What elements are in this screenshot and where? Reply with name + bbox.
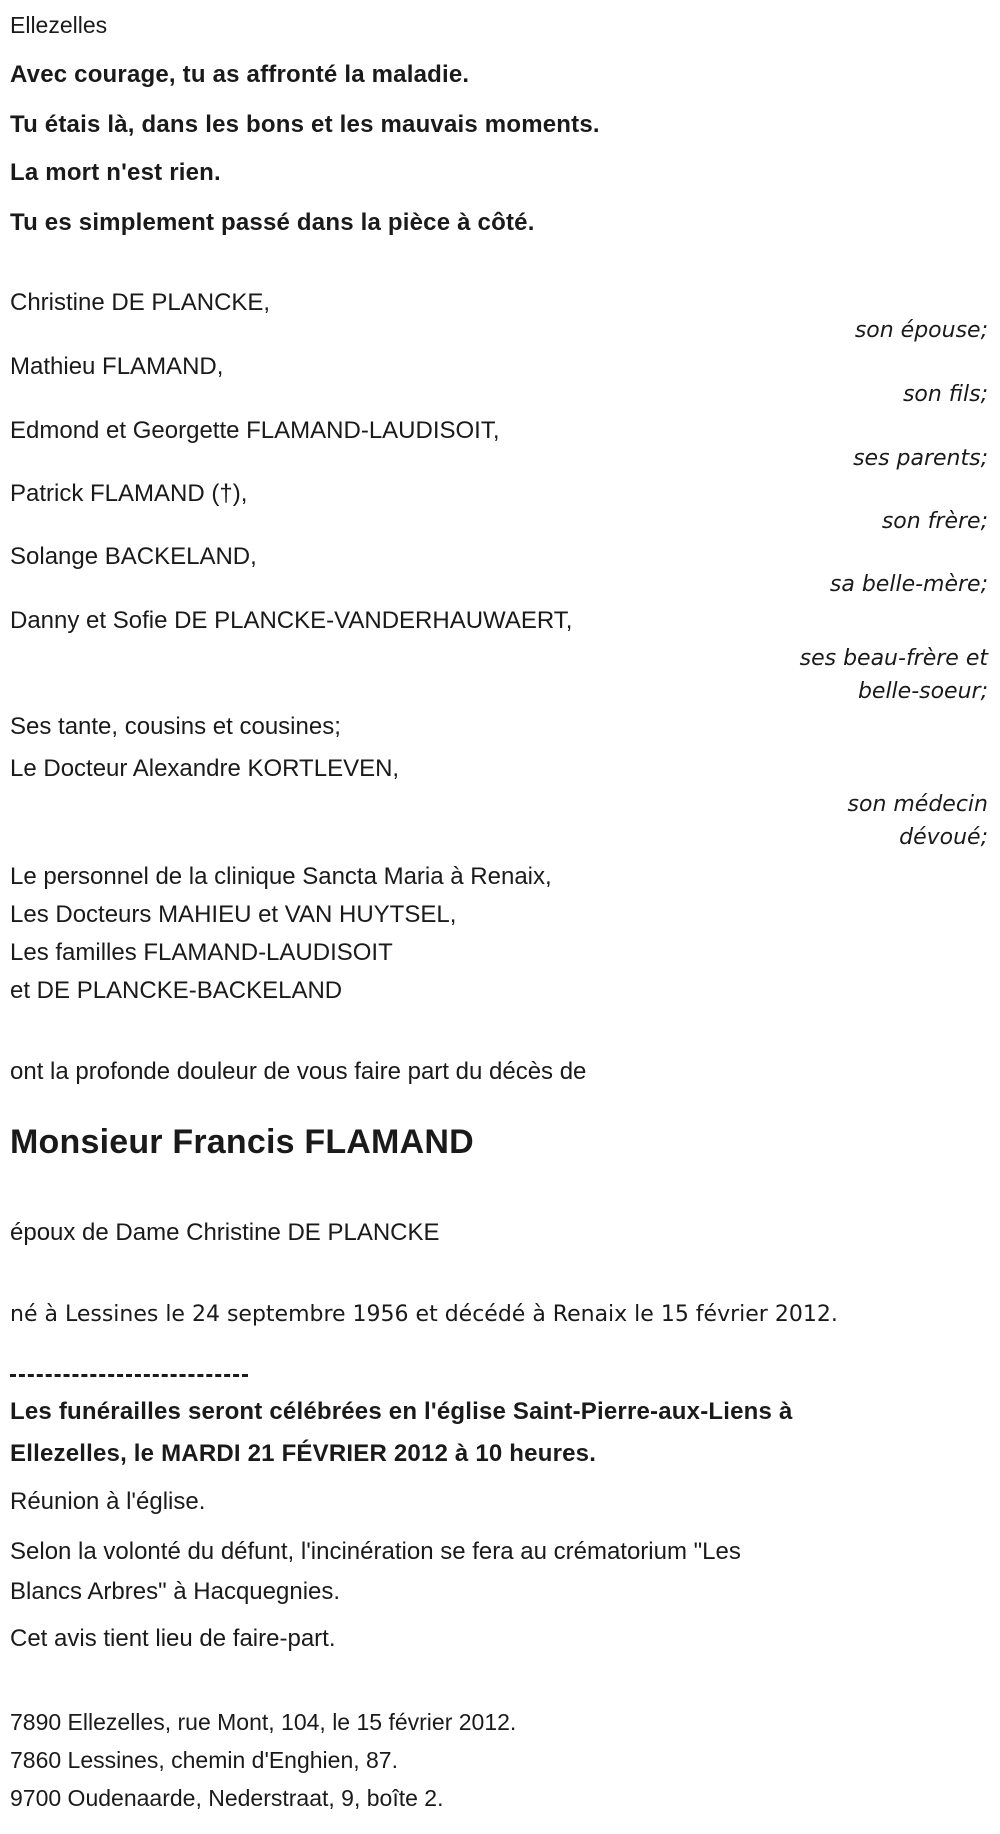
mourner-name: Danny et Sofie DE PLANCKE-VANDERHAUWAERT, xyxy=(10,607,573,634)
mourner-relation: son frère; xyxy=(881,509,988,534)
address-line: 7890 Ellezelles, rue Mont, 104, le 15 février 2012. xyxy=(10,1709,517,1735)
mourner-relation: sa belle-mère; xyxy=(829,572,988,597)
mourner-name: et DE PLANCKE-BACKELAND xyxy=(10,977,343,1004)
address-line: 9700 Oudenaarde, Nederstraat, 9, boîte 2. xyxy=(10,1785,444,1811)
mourner-relation: son fils; xyxy=(902,382,988,407)
announcement-line: ont la profonde douleur de vous faire part du décès de xyxy=(10,1058,587,1085)
epigraph-line-1: Avec courage, tu as affronté la maladie. xyxy=(10,61,470,88)
epigraph-line-4: Tu es simplement passé dans la pièce à côté. xyxy=(10,209,535,236)
epigraph-line-3: La mort n'est rien. xyxy=(10,159,221,186)
mourner-relation-line: dévoué; xyxy=(899,825,988,850)
mourner-name: Edmond et Georgette FLAMAND-LAUDISOIT, xyxy=(10,417,500,444)
funeral-line-2: Ellezelles, le MARDI 21 FÉVRIER 2012 à 10 heures. xyxy=(10,1440,597,1467)
mourner-name: Le personnel de la clinique Sancta Maria à Renaix, xyxy=(10,863,552,890)
mourner-name: Ses tante, cousins et cousines; xyxy=(10,713,341,740)
mourner-name: Les familles FLAMAND-LAUDISOIT xyxy=(10,939,393,966)
mourner-relation: son épouse; xyxy=(854,318,988,343)
mourner-relation: ses parents; xyxy=(853,446,988,471)
birth-death-line: né à Lessines le 24 septembre 1956 et décédé à Renaix le 15 février 2012. xyxy=(10,1302,838,1327)
separator-line xyxy=(10,1374,248,1377)
spouse-line: époux de Dame Christine DE PLANCKE xyxy=(10,1219,440,1246)
mourner-name: Christine DE PLANCKE, xyxy=(10,289,271,316)
cremation-line-2: Blancs Arbres" à Hacquegnies. xyxy=(10,1578,341,1605)
mourner-name: Les Docteurs MAHIEU et VAN HUYTSEL, xyxy=(10,901,457,928)
meeting-line: Réunion à l'église. xyxy=(10,1488,206,1515)
place-name: Ellezelles xyxy=(10,12,108,38)
mourner-name: Patrick FLAMAND (†), xyxy=(10,480,248,507)
funeral-line-1: Les funérailles seront célébrées en l'église Saint-Pierre-aux-Liens à xyxy=(10,1398,793,1425)
mourner-name: Le Docteur Alexandre KORTLEVEN, xyxy=(10,755,400,782)
mourner-relation xyxy=(10,788,988,854)
address-line: 7860 Lessines, chemin d'Enghien, 87. xyxy=(10,1747,398,1773)
mourner-relation-line: ses beau-frère et xyxy=(799,646,988,671)
cremation-line-1: Selon la volonté du défunt, l'incinération se fera au crématorium "Les xyxy=(10,1538,741,1565)
mourner-relation xyxy=(10,642,988,708)
deceased-name: Monsieur Francis FLAMAND xyxy=(10,1123,474,1161)
mourner-relation-line: belle-soeur; xyxy=(857,679,988,704)
notice-line: Cet avis tient lieu de faire-part. xyxy=(10,1625,336,1652)
mourner-relation-line: son médecin xyxy=(847,792,988,817)
mourner-name: Mathieu FLAMAND, xyxy=(10,353,224,380)
epigraph-line-2: Tu étais là, dans les bons et les mauvais moments. xyxy=(10,111,600,138)
mourner-name: Solange BACKELAND, xyxy=(10,543,257,570)
